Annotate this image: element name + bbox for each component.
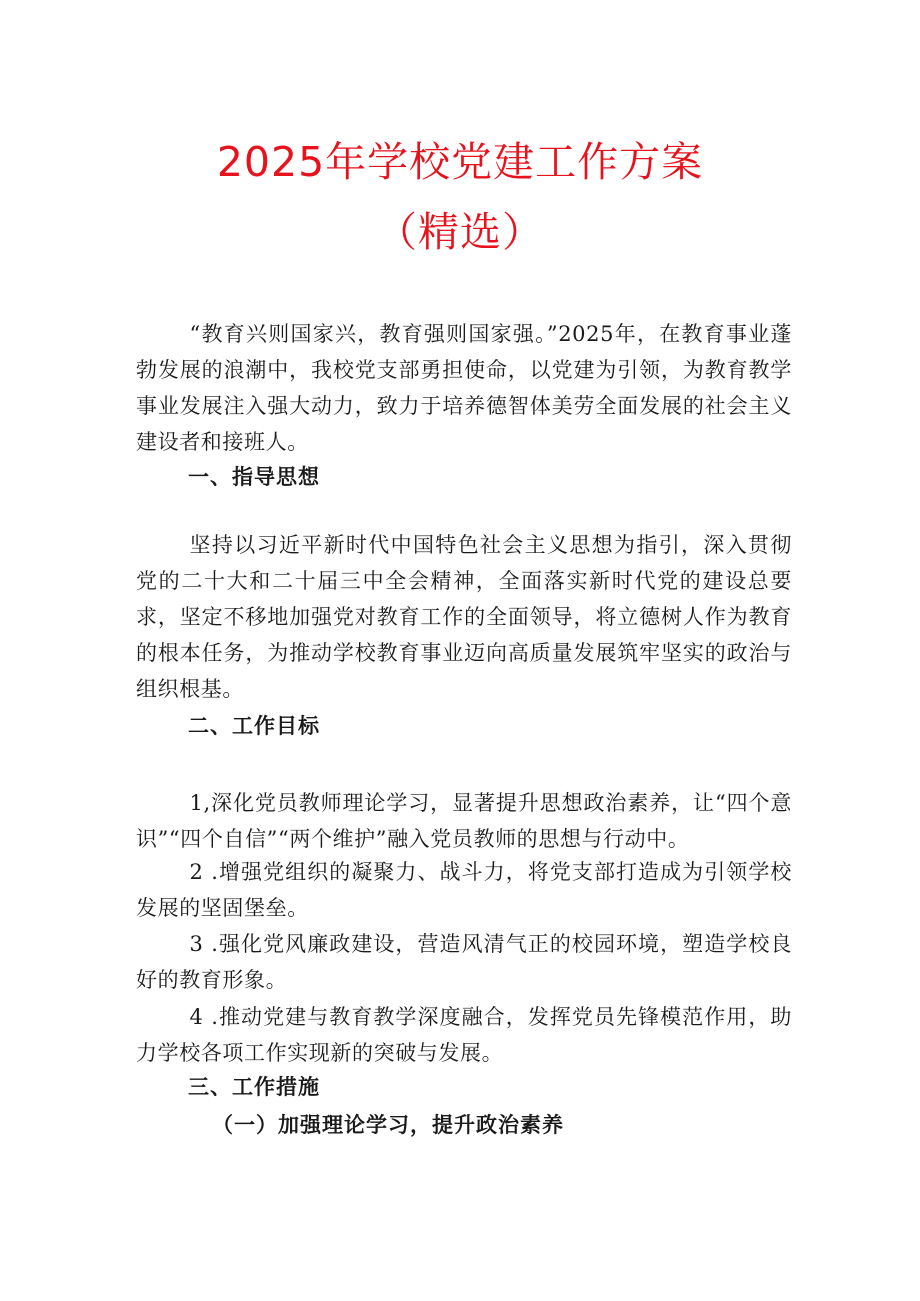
section-heading-goals: 二、工作目标 bbox=[188, 713, 320, 738]
section-heading-measures: 三、工作措施 bbox=[188, 1074, 320, 1099]
goal-item-2: 2 .增强党组织的凝聚力、战斗力，将党支部打造成为引领学校发展的坚固堡垒。 bbox=[136, 860, 792, 920]
guiding-paragraph: 坚持以习近平新时代中国特色社会主义思想为指引，深入贯彻党的二十大和二十届三中全会精神，全面落实新时代党的建设总要求，坚定不移地加强党对教育工作的全面领导，将立德树人作为教育的根本任务，为推动学校教育事业迈向高质量发展筑牢坚实的政治与组织根基。 bbox=[136, 533, 792, 701]
goal-item-3: 3 .强化党风廉政建设，营造风清气正的校园环境，塑造学校良好的教育形象。 bbox=[136, 932, 792, 992]
goal-item-4: 4 .推动党建与教育教学深度融合，发挥党员先锋模范作用，助力学校各项工作实现新的突破与发展。 bbox=[136, 1005, 792, 1065]
document-title: 2025年学校党建工作方案 bbox=[216, 138, 704, 186]
goal-item-1: 1,深化党员教师理论学习，显著提升思想政治素养，让“四个意识”“四个自信”“两个维护”融入党员教师的思想与行动中。 bbox=[136, 791, 792, 851]
subsection-heading-1: （一）加强理论学习，提升政治素养 bbox=[212, 1112, 564, 1137]
document-subtitle: （精选） bbox=[376, 208, 544, 256]
section-heading-guiding: 一、指导思想 bbox=[188, 464, 320, 489]
intro-paragraph: “教育兴则国家兴，教育强则国家强。”2025年，在教育事业蓬勃发展的浪潮中，我校党支部勇担使命，以党建为引领，为教育教学事业发展注入强大动力，致力于培养德智体美劳全面发展的社会主义建设者和接班人。 bbox=[136, 322, 792, 454]
